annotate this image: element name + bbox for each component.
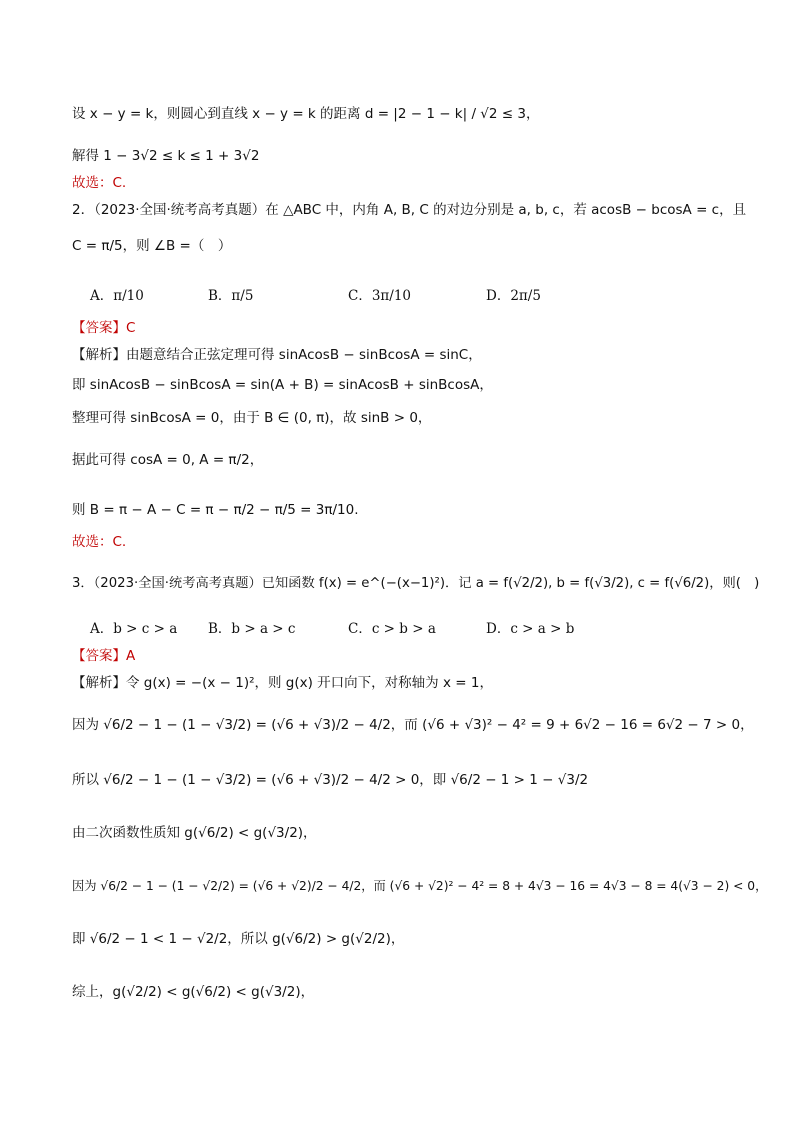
option-d[interactable]: D．c > a > b [486, 621, 575, 637]
option-c[interactable]: C．c > b > a [348, 621, 436, 637]
answer-label: 【答案】C [72, 320, 136, 336]
analysis-line-1: 【解析】令 g(x) = −(x − 1)²，则 g(x) 开口向下，对称轴为 x = 1， [72, 675, 493, 691]
analysis-line-5: 因为 √6/2 − 1 − (1 − √2/2) = (√6 + √2)/2 − 4/2，而 (√6 + √2)² − 4² = 8 + 4√3 − 16 = 4√3 − 8 = 4(√3 − 2) < 0， [72, 879, 768, 893]
option-a[interactable]: A．π/10 [90, 288, 144, 304]
option-a[interactable]: A．b > c > a [90, 621, 178, 637]
analysis-line-3: 所以 √6/2 − 1 − (1 − √3/2) = (√6 + √3)/2 − 4/2 > 0，即 √6/2 − 1 > 1 − √3/2 [72, 772, 589, 788]
analysis-line-6: 即 √6/2 − 1 < 1 − √2/2，所以 g(√6/2) > g(√2/2)， [72, 931, 405, 947]
question-2-stem: 2．（2023·全国·统考高考真题）在 △ABC 中，内角 A, B, C 的对边分别是 a, b, c，若 acosB − bcosA = c，且 [72, 202, 747, 218]
analysis-line-3: 整理可得 sinBcosA = 0，由于 B ∈ (0, π)，故 sinB > 0， [72, 410, 432, 426]
question-3-stem: 3．（2023·全国·统考高考真题）已知函数 f(x) = e^(−(x−1)²)．记 a = f(√2/2), b = f(√3/2), c = f(√6/2)，则( ) [72, 576, 760, 591]
question-2-stem-cont: C = π/5，则 ∠B =（ ） [72, 238, 232, 254]
option-b[interactable]: B．b > a > c [208, 621, 296, 637]
option-c[interactable]: C．3π/10 [348, 288, 412, 304]
option-b[interactable]: B．π/5 [208, 288, 254, 304]
analysis-line-2: 即 sinAcosB − sinBcosA = sin(A + B) = sinAcosB + sinBcosA， [72, 377, 493, 393]
analysis-line-4: 由二次函数性质知 g(√6/2) < g(√3/2)， [72, 825, 317, 841]
answer-label: 【答案】A [72, 648, 136, 664]
answer-choice-line: 故选：C. [72, 534, 127, 550]
analysis-line-7: 综上，g(√2/2) < g(√6/2) < g(√3/2)， [72, 984, 315, 1000]
analysis-line-4: 据此可得 cosA = 0, A = π/2， [72, 452, 264, 468]
option-d[interactable]: D．2π/5 [486, 288, 541, 304]
analysis-line-1: 【解析】由题意结合正弦定理可得 sinAcosB − sinBcosA = sinC， [72, 347, 482, 363]
analysis-line-2: 因为 √6/2 − 1 − (1 − √3/2) = (√6 + √3)/2 − 4/2，而 (√6 + √3)² − 4² = 9 + 6√2 − 16 = 6√2 − 7 > 0， [72, 717, 754, 733]
text-line-2: 解得 1 − 3√2 ≤ k ≤ 1 + 3√2 [72, 148, 260, 164]
analysis-line-5: 则 B = π − A − C = π − π/2 − π/5 = 3π/10. [72, 502, 359, 518]
text-line-1: 设 x − y = k，则圆心到直线 x − y = k 的距离 d = |2 − 1 − k| / √2 ≤ 3， [72, 106, 540, 122]
answer-choice-line: 故选：C. [72, 175, 127, 191]
